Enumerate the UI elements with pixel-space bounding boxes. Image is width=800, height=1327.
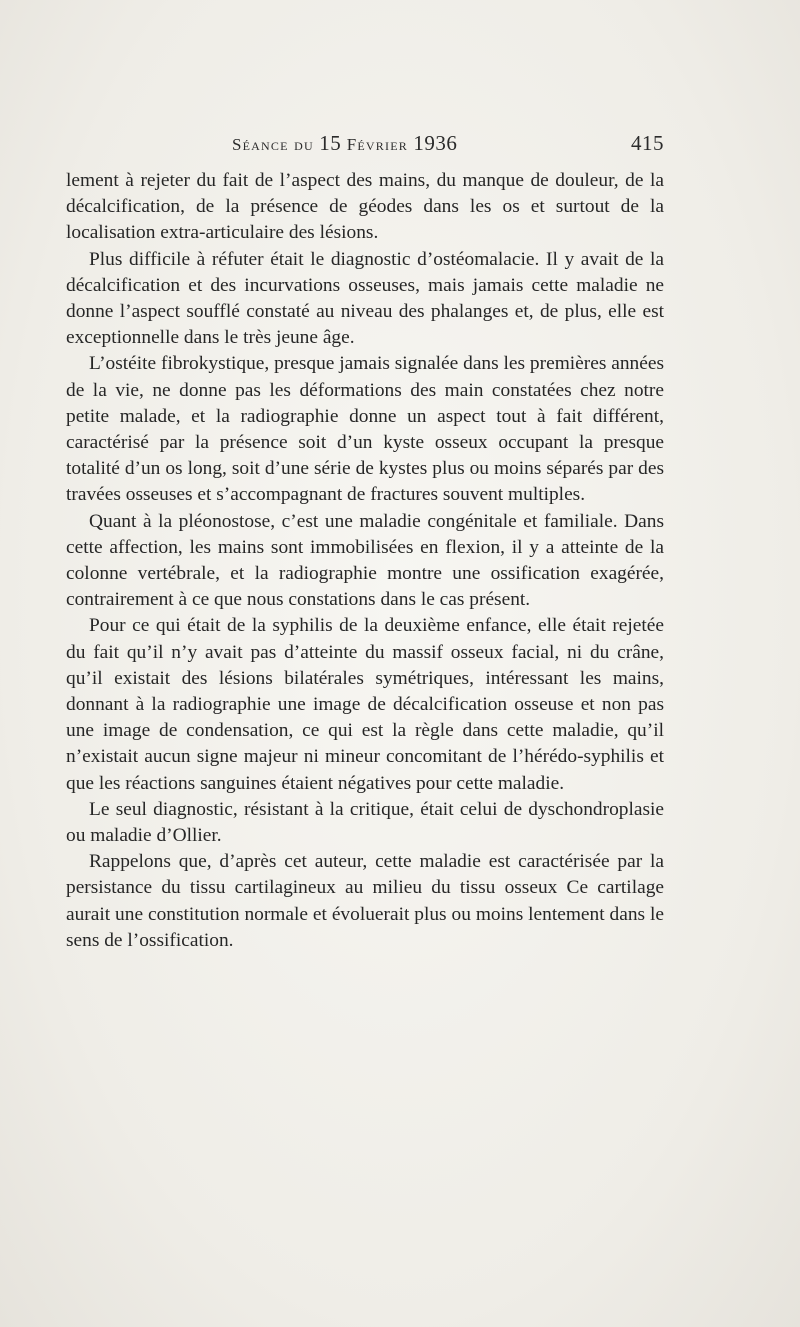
paragraph-definition: Rappelons que, d’après cet auteur, cette maladie est caractérisée par la persistance du tissu cartilagineux au milieu du tissu osseux Ce cartilage aurait une constitution normale et évoluerait plus ou moins lentement dans le sens de l’ossification.	[66, 851, 664, 951]
running-head-day: 15	[319, 131, 342, 155]
paragraph-syphilis: Pour ce qui était de la syphilis de la deuxième enfance, elle était rejetée du fait qu’il n’y avait pas d’atteinte du massif osseux facial, ni du crâne, qu’il existait des lésions bilatérales symétriques, intéressant les mains, donnant à la radiographie une image de décalcification osseuse et non pas une image de condensation, ce qui est la règle dans cette maladie, qu’il n’existait aucun signe majeur ni mineur concomitant de l’hérédo-syphilis et que les réactions sanguines étaient négatives pour cette maladie.	[66, 615, 664, 794]
paragraph-osteomalacie: Plus difficile à réfuter était le diagnostic d’ostéomalacie. Il y avait de la décalcification et des incurvations osseuses, mais jamais cette maladie ne donne l’aspect soufflé constaté au niveau des phalanges et, de plus, elle est exceptionnelle dans le très jeune âge.	[66, 248, 664, 349]
paragraph-diagnostic-ollier: Le seul diagnostic, résistant à la critique, était celui de dyschondroplasie ou maladie d’Ollier.	[66, 798, 664, 847]
page-number: 415	[631, 131, 664, 155]
running-head-prefix: Séance du	[232, 135, 314, 154]
running-head-year: 1936	[413, 131, 458, 155]
running-head	[232, 131, 457, 156]
paragraph-continued: lement à rejeter du fait de l’aspect des mains, du manque de douleur, de la décalcification, de la présence de géodes dans les os et surtout de la localisation extra-articulaire des lésions.	[66, 170, 664, 244]
paragraph-pleonostose: Quant à la pléonostose, c’est une maladie congénitale et familiale. Dans cette affection, les mains sont immobilisées en flexion, il y a atteinte de la colonne vertébrale, et la radiographie montre une ossification exagérée, contrairement à ce que nous constations dans le cas présent.	[66, 510, 664, 611]
body-text	[66, 168, 664, 954]
page-header	[66, 131, 664, 161]
running-head-month: Février	[346, 135, 408, 154]
paragraph-osteite-fibrokystique: L’ostéite fibrokystique, presque jamais signalée dans les premières années de la vie, ne donne pas les déformations des main constatées chez notre petite malade, et la radiographie donne un aspect tout à fait différent, caractérisé par la présence soit d’un kyste osseux occupant la presque totalité d’un os long, soit d’une série de kystes plus ou moins séparés par des travées osseuses et s’accompagnant de fractures souvent multiples.	[66, 353, 664, 506]
